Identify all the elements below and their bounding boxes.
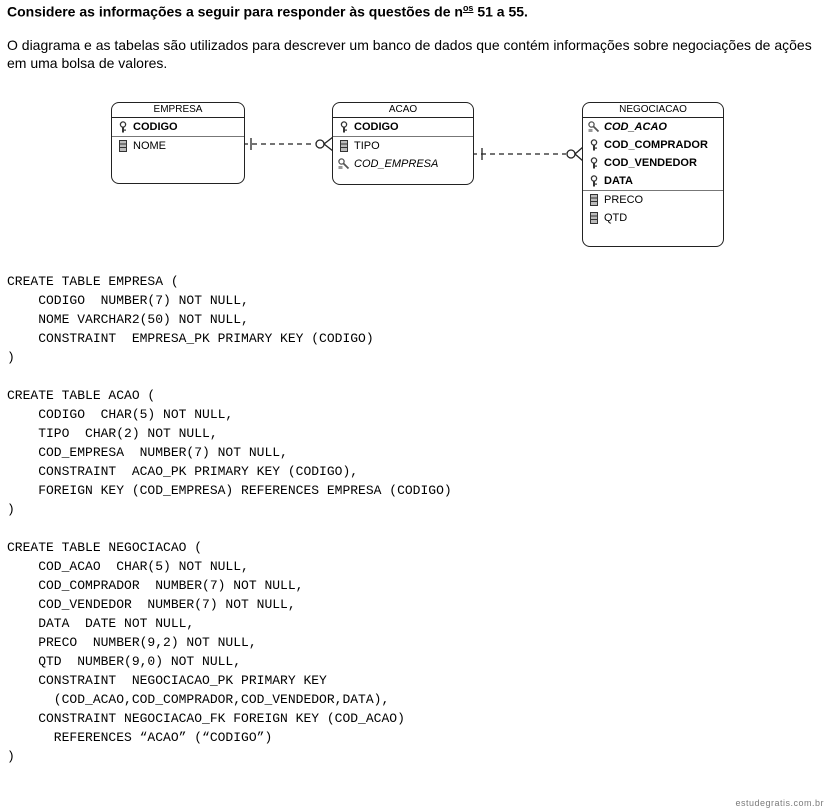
code-line: CONSTRAINT EMPRESA_PK PRIMARY KEY (CODIGO) — [7, 331, 374, 346]
column-icon — [589, 212, 599, 224]
entity-title: ACAO — [333, 103, 473, 118]
entity-title: NEGOCIACAO — [583, 103, 723, 118]
attribute-name: QTD — [604, 212, 628, 224]
code-line: DATA DATE NOT NULL, — [7, 616, 195, 631]
code-line: COD_EMPRESA NUMBER(7) NOT NULL, — [7, 445, 288, 460]
code-line: NOME VARCHAR2(50) NOT NULL, — [7, 312, 249, 327]
attribute-row — [333, 118, 473, 136]
code-line: CODIGO CHAR(5) NOT NULL, — [7, 407, 234, 422]
attribute-name: PRECO — [604, 194, 644, 206]
attribute-name: COD_EMPRESA — [354, 158, 439, 170]
watermark: estudegratis.com.br — [735, 798, 824, 808]
key-icon — [589, 139, 599, 151]
code-line: FOREIGN KEY (COD_EMPRESA) REFERENCES EMPRESA (CODIGO) — [7, 483, 452, 498]
entity-title: EMPRESA — [112, 103, 244, 118]
code-line: PRECO NUMBER(9,2) NOT NULL, — [7, 635, 257, 650]
column-icon — [589, 194, 599, 206]
attribute-row — [583, 154, 723, 172]
column-icon — [118, 140, 128, 152]
attribute-row — [112, 136, 244, 155]
heading-prefix: Considere as informações a seguir para responder às questões de n — [7, 3, 463, 20]
attribute-row — [333, 136, 473, 155]
code-line: ) — [7, 350, 15, 365]
attribute-name: COD_VENDEDOR — [604, 157, 697, 169]
entity-negociacao — [582, 102, 724, 247]
heading-suffix: 51 a 55. — [473, 3, 528, 20]
attribute-name: NOME — [133, 140, 166, 152]
code-line: QTD NUMBER(9,0) NOT NULL, — [7, 654, 242, 669]
code-line: CONSTRAINT NEGOCIACAO_PK PRIMARY KEY — [7, 673, 327, 688]
entity-acao — [332, 102, 474, 185]
attribute-row — [583, 209, 723, 227]
key-icon — [118, 121, 128, 133]
attribute-row — [112, 118, 244, 136]
attribute-row — [583, 118, 723, 136]
attribute-row — [583, 136, 723, 154]
key-icon — [339, 121, 349, 133]
foreign-key-icon — [587, 121, 600, 133]
code-line: TIPO CHAR(2) NOT NULL, — [7, 426, 218, 441]
key-icon — [589, 157, 599, 169]
code-line — [7, 519, 452, 538]
code-line: ) — [7, 749, 15, 764]
foreign-key-icon — [337, 158, 350, 170]
intro-paragraph: O diagrama e as tabelas são utilizados para descrever um banco de dados que contém informações sobre negociações de ações em uma bolsa de valores. — [7, 37, 812, 71]
entity-empresa — [111, 102, 245, 184]
code-line: COD_VENDEDOR NUMBER(7) NOT NULL, — [7, 597, 296, 612]
column-icon — [339, 140, 349, 152]
relationship-empresa-acao — [243, 137, 333, 151]
attribute-row — [333, 155, 473, 173]
attribute-name: DATA — [604, 175, 633, 187]
code-line: CODIGO NUMBER(7) NOT NULL, — [7, 293, 249, 308]
code-line: COD_ACAO CHAR(5) NOT NULL, — [7, 559, 249, 574]
code-line: COD_COMPRADOR NUMBER(7) NOT NULL, — [7, 578, 304, 593]
code-line: (COD_ACAO,COD_COMPRADOR,COD_VENDEDOR,DATA), — [7, 692, 390, 707]
heading-sup: os — [462, 3, 474, 13]
code-line: CREATE TABLE ACAO ( — [7, 388, 156, 403]
attribute-name: TIPO — [354, 140, 380, 152]
attribute-row — [583, 190, 723, 209]
relationship-acao-negociacao — [472, 147, 583, 161]
attribute-row — [583, 172, 723, 190]
code-line — [7, 367, 452, 386]
attribute-name: CODIGO — [354, 121, 399, 133]
attribute-name: CODIGO — [133, 121, 178, 133]
code-line: CONSTRAINT NEGOCIACAO_FK FOREIGN KEY (COD_ACAO) — [7, 711, 405, 726]
code-line: CREATE TABLE EMPRESA ( — [7, 274, 179, 289]
key-icon — [589, 175, 599, 187]
attribute-name: COD_COMPRADOR — [604, 139, 708, 151]
attribute-name: COD_ACAO — [604, 121, 667, 133]
code-line: REFERENCES “ACAO” (“CODIGO”) — [7, 730, 273, 745]
sql-code-block — [7, 272, 452, 766]
code-line: ) — [7, 502, 15, 517]
code-line: CREATE TABLE NEGOCIACAO ( — [7, 540, 203, 555]
code-line: CONSTRAINT ACAO_PK PRIMARY KEY (CODIGO), — [7, 464, 359, 479]
